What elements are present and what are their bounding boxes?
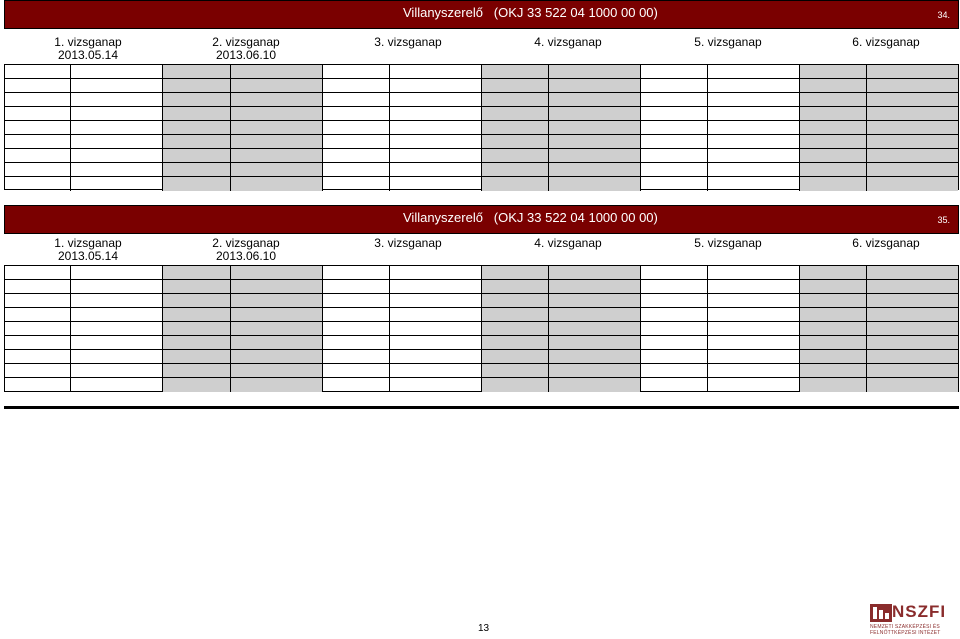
day-header-5 bbox=[688, 237, 768, 250]
grid-cell bbox=[390, 121, 482, 135]
grid-cell bbox=[71, 107, 163, 121]
grid-cell bbox=[231, 107, 323, 121]
grid-cell bbox=[5, 280, 71, 294]
day-header-2 bbox=[208, 237, 284, 263]
grid-cell bbox=[163, 65, 231, 79]
grid-cell bbox=[231, 135, 323, 149]
grid-cell bbox=[390, 280, 482, 294]
grid-cell bbox=[71, 149, 163, 163]
grid-cell bbox=[390, 308, 482, 322]
grid-cell bbox=[549, 135, 641, 149]
grid-cell bbox=[231, 364, 323, 378]
exam-grid bbox=[4, 265, 959, 392]
grid-cell bbox=[390, 322, 482, 336]
grid-cell bbox=[323, 378, 390, 392]
block-number: 35. bbox=[937, 215, 950, 225]
grid-cell bbox=[641, 280, 708, 294]
grid-cell bbox=[390, 177, 482, 191]
day-header-1 bbox=[50, 36, 126, 62]
grid-cell bbox=[71, 177, 163, 191]
grid-cell bbox=[231, 350, 323, 364]
grid-cell bbox=[708, 135, 800, 149]
grid-cell bbox=[71, 336, 163, 350]
grid-cell bbox=[708, 177, 800, 191]
grid-cell bbox=[231, 308, 323, 322]
grid-cell bbox=[5, 79, 71, 93]
grid-cell bbox=[867, 280, 958, 294]
day-label: 3. vizsganap bbox=[374, 236, 442, 250]
grid-cell bbox=[323, 149, 390, 163]
day-label: 6. vizsganap bbox=[852, 236, 920, 250]
logo-line-1: NEMZETI SZAKKÉPZÉSI ÉS bbox=[870, 624, 940, 630]
grid-cell bbox=[5, 322, 71, 336]
grid-cell bbox=[867, 135, 958, 149]
grid-cell bbox=[708, 364, 800, 378]
grid-cell bbox=[390, 93, 482, 107]
grid-cell bbox=[867, 79, 958, 93]
grid-cell bbox=[323, 79, 390, 93]
grid-cell bbox=[867, 177, 958, 191]
grid-cell bbox=[867, 378, 958, 392]
grid-cell bbox=[549, 350, 641, 364]
grid-cell bbox=[641, 65, 708, 79]
grid-cell bbox=[323, 163, 390, 177]
grid-cell bbox=[390, 149, 482, 163]
grid-cell bbox=[549, 65, 641, 79]
grid-cell bbox=[482, 280, 549, 294]
grid-cell bbox=[231, 378, 323, 392]
grid-cell bbox=[549, 308, 641, 322]
grid-cell bbox=[708, 322, 800, 336]
nszfi-logo bbox=[870, 604, 952, 636]
grid-cell bbox=[390, 364, 482, 378]
grid-cell bbox=[5, 364, 71, 378]
grid-cell bbox=[163, 266, 231, 280]
grid-cell bbox=[231, 294, 323, 308]
grid-cell bbox=[708, 107, 800, 121]
grid-cell bbox=[867, 93, 958, 107]
day-label: 2. vizsganap bbox=[212, 35, 280, 49]
grid-cell bbox=[641, 294, 708, 308]
grid-cell bbox=[867, 322, 958, 336]
grid-cell bbox=[323, 107, 390, 121]
grid-cell bbox=[390, 65, 482, 79]
grid-cell bbox=[71, 322, 163, 336]
grid-cell bbox=[867, 308, 958, 322]
grid-cell bbox=[5, 336, 71, 350]
grid-cell bbox=[641, 93, 708, 107]
day-header-5 bbox=[688, 36, 768, 49]
grid-cell bbox=[708, 350, 800, 364]
grid-cell bbox=[71, 364, 163, 378]
grid-cell bbox=[231, 79, 323, 93]
grid-cell bbox=[641, 163, 708, 177]
grid-cell bbox=[482, 177, 549, 191]
grid-cell bbox=[163, 336, 231, 350]
grid-cell bbox=[482, 378, 549, 392]
grid-cell bbox=[5, 350, 71, 364]
grid-cell bbox=[482, 163, 549, 177]
day-date: 2013.05.14 bbox=[57, 249, 119, 263]
day-label: 5. vizsganap bbox=[694, 35, 762, 49]
grid-cell bbox=[231, 266, 323, 280]
grid-cell bbox=[641, 364, 708, 378]
grid-cell bbox=[867, 266, 958, 280]
grid-cell bbox=[323, 177, 390, 191]
grid-cell bbox=[482, 65, 549, 79]
grid-cell bbox=[71, 79, 163, 93]
grid-cell bbox=[323, 350, 390, 364]
day-header-1 bbox=[50, 237, 126, 263]
logo-line-2: FELNŐTTKÉPZÉSI INTÉZET bbox=[870, 630, 941, 636]
grid-cell bbox=[390, 135, 482, 149]
grid-cell bbox=[390, 107, 482, 121]
grid-cell bbox=[708, 65, 800, 79]
logo-name: NSZFI bbox=[892, 602, 947, 621]
grid-cell bbox=[5, 93, 71, 107]
grid-cell bbox=[323, 65, 390, 79]
grid-cell bbox=[323, 364, 390, 378]
day-date: 2013.06.10 bbox=[215, 48, 277, 62]
day-header-4 bbox=[528, 237, 608, 250]
grid-cell bbox=[549, 336, 641, 350]
grid-cell bbox=[231, 149, 323, 163]
grid-cell bbox=[549, 177, 641, 191]
grid-cell bbox=[390, 163, 482, 177]
grid-cell bbox=[800, 378, 867, 392]
grid-cell bbox=[231, 336, 323, 350]
grid-cell bbox=[390, 378, 482, 392]
grid-cell bbox=[5, 65, 71, 79]
grid-cell bbox=[71, 266, 163, 280]
grid-cell bbox=[549, 107, 641, 121]
grid-cell bbox=[71, 135, 163, 149]
grid-cell bbox=[482, 121, 549, 135]
day-header-3 bbox=[368, 36, 448, 49]
grid-cell bbox=[549, 149, 641, 163]
grid-cell bbox=[641, 107, 708, 121]
grid-cell bbox=[323, 93, 390, 107]
grid-cell bbox=[549, 79, 641, 93]
grid-cell bbox=[549, 121, 641, 135]
day-date: 2013.05.14 bbox=[57, 48, 119, 62]
grid-cell bbox=[549, 163, 641, 177]
day-label: 5. vizsganap bbox=[694, 236, 762, 250]
block-header bbox=[4, 205, 959, 234]
grid-cell bbox=[163, 280, 231, 294]
grid-cell bbox=[549, 364, 641, 378]
grid-cell bbox=[641, 177, 708, 191]
grid-cell bbox=[71, 308, 163, 322]
grid-cell bbox=[800, 364, 867, 378]
grid-cell bbox=[231, 322, 323, 336]
grid-cell bbox=[641, 266, 708, 280]
grid-cell bbox=[163, 79, 231, 93]
grid-cell bbox=[5, 121, 71, 135]
block-header bbox=[4, 0, 959, 29]
grid-cell bbox=[800, 336, 867, 350]
day-label: 3. vizsganap bbox=[374, 35, 442, 49]
grid-cell bbox=[5, 378, 71, 392]
grid-cell bbox=[163, 121, 231, 135]
grid-cell bbox=[867, 121, 958, 135]
grid-cell bbox=[5, 149, 71, 163]
grid-cell bbox=[163, 378, 231, 392]
grid-cell bbox=[800, 79, 867, 93]
grid-cell bbox=[5, 308, 71, 322]
grid-cell bbox=[482, 294, 549, 308]
grid-cell bbox=[163, 350, 231, 364]
day-header-4 bbox=[528, 36, 608, 49]
day-label: 1. vizsganap bbox=[54, 35, 122, 49]
grid-cell bbox=[163, 177, 231, 191]
grid-cell bbox=[323, 336, 390, 350]
grid-cell bbox=[482, 308, 549, 322]
grid-cell bbox=[641, 121, 708, 135]
logo-mark-icon bbox=[870, 604, 892, 622]
grid-cell bbox=[390, 336, 482, 350]
grid-cell bbox=[231, 280, 323, 294]
grid-cell bbox=[390, 266, 482, 280]
grid-cell bbox=[323, 294, 390, 308]
day-header-3 bbox=[368, 237, 448, 250]
grid-cell bbox=[641, 378, 708, 392]
grid-cell bbox=[641, 322, 708, 336]
grid-cell bbox=[867, 294, 958, 308]
grid-cell bbox=[482, 93, 549, 107]
grid-cell bbox=[549, 294, 641, 308]
grid-cell bbox=[482, 336, 549, 350]
grid-cell bbox=[231, 121, 323, 135]
day-label: 1. vizsganap bbox=[54, 236, 122, 250]
grid-cell bbox=[549, 322, 641, 336]
block-title: Villanyszerelő (OKJ 33 522 04 1000 00 00) bbox=[403, 210, 658, 225]
grid-cell bbox=[800, 163, 867, 177]
grid-cell bbox=[800, 149, 867, 163]
grid-cell bbox=[867, 336, 958, 350]
grid-cell bbox=[708, 93, 800, 107]
grid-cell bbox=[549, 266, 641, 280]
day-label: 4. vizsganap bbox=[534, 35, 602, 49]
grid-cell bbox=[71, 93, 163, 107]
grid-cell bbox=[800, 135, 867, 149]
grid-cell bbox=[867, 364, 958, 378]
grid-cell bbox=[71, 350, 163, 364]
grid-cell bbox=[71, 294, 163, 308]
grid-cell bbox=[5, 163, 71, 177]
grid-cell bbox=[708, 294, 800, 308]
grid-cell bbox=[708, 266, 800, 280]
grid-cell bbox=[641, 135, 708, 149]
grid-cell bbox=[323, 280, 390, 294]
grid-cell bbox=[5, 107, 71, 121]
grid-cell bbox=[800, 93, 867, 107]
day-label: 2. vizsganap bbox=[212, 236, 280, 250]
grid-cell bbox=[800, 350, 867, 364]
grid-cell bbox=[708, 79, 800, 93]
grid-cell bbox=[482, 350, 549, 364]
grid-cell bbox=[390, 294, 482, 308]
grid-cell bbox=[482, 135, 549, 149]
grid-cell bbox=[163, 322, 231, 336]
grid-cell bbox=[800, 308, 867, 322]
grid-cell bbox=[323, 135, 390, 149]
grid-cell bbox=[708, 378, 800, 392]
grid-cell bbox=[482, 107, 549, 121]
grid-cell bbox=[867, 65, 958, 79]
grid-cell bbox=[482, 364, 549, 378]
grid-cell bbox=[323, 121, 390, 135]
day-label: 4. vizsganap bbox=[534, 236, 602, 250]
grid-cell bbox=[231, 177, 323, 191]
day-date: 2013.06.10 bbox=[215, 249, 277, 263]
grid-cell bbox=[71, 121, 163, 135]
grid-cell bbox=[708, 163, 800, 177]
grid-cell bbox=[867, 107, 958, 121]
day-header-2 bbox=[208, 36, 284, 62]
grid-cell bbox=[867, 163, 958, 177]
grid-cell bbox=[800, 280, 867, 294]
grid-cell bbox=[867, 350, 958, 364]
grid-cell bbox=[867, 149, 958, 163]
grid-cell bbox=[163, 308, 231, 322]
grid-cell bbox=[163, 294, 231, 308]
grid-cell bbox=[708, 149, 800, 163]
grid-cell bbox=[482, 79, 549, 93]
grid-cell bbox=[708, 336, 800, 350]
day-header-6 bbox=[846, 237, 926, 250]
exam-grid bbox=[4, 64, 959, 190]
grid-cell bbox=[390, 79, 482, 93]
grid-cell bbox=[800, 107, 867, 121]
grid-cell bbox=[323, 322, 390, 336]
grid-cell bbox=[708, 121, 800, 135]
grid-cell bbox=[323, 266, 390, 280]
grid-cell bbox=[641, 308, 708, 322]
grid-cell bbox=[71, 280, 163, 294]
grid-cell bbox=[163, 107, 231, 121]
grid-cell bbox=[549, 93, 641, 107]
grid-cell bbox=[482, 149, 549, 163]
grid-cell bbox=[5, 294, 71, 308]
page-number: 13 bbox=[478, 623, 490, 634]
grid-cell bbox=[708, 308, 800, 322]
grid-cell bbox=[71, 65, 163, 79]
grid-cell bbox=[5, 177, 71, 191]
grid-cell bbox=[641, 350, 708, 364]
grid-cell bbox=[549, 280, 641, 294]
grid-cell bbox=[231, 163, 323, 177]
grid-cell bbox=[800, 177, 867, 191]
grid-cell bbox=[641, 79, 708, 93]
day-header-6 bbox=[846, 36, 926, 49]
grid-cell bbox=[163, 135, 231, 149]
grid-cell bbox=[71, 163, 163, 177]
block-title: Villanyszerelő (OKJ 33 522 04 1000 00 00) bbox=[403, 5, 658, 20]
separator-line bbox=[4, 406, 959, 409]
grid-cell bbox=[800, 65, 867, 79]
block-number: 34. bbox=[937, 10, 950, 20]
grid-cell bbox=[800, 121, 867, 135]
grid-cell bbox=[323, 308, 390, 322]
grid-cell bbox=[390, 350, 482, 364]
grid-cell bbox=[482, 322, 549, 336]
grid-cell bbox=[5, 266, 71, 280]
grid-cell bbox=[482, 266, 549, 280]
grid-cell bbox=[549, 378, 641, 392]
grid-cell bbox=[5, 135, 71, 149]
grid-cell bbox=[800, 322, 867, 336]
grid-cell bbox=[800, 266, 867, 280]
grid-cell bbox=[641, 336, 708, 350]
grid-cell bbox=[641, 149, 708, 163]
day-label: 6. vizsganap bbox=[852, 35, 920, 49]
grid-cell bbox=[708, 280, 800, 294]
grid-cell bbox=[163, 163, 231, 177]
grid-cell bbox=[163, 364, 231, 378]
grid-cell bbox=[231, 93, 323, 107]
grid-cell bbox=[800, 294, 867, 308]
grid-cell bbox=[71, 378, 163, 392]
grid-cell bbox=[163, 93, 231, 107]
grid-cell bbox=[163, 149, 231, 163]
grid-cell bbox=[231, 65, 323, 79]
